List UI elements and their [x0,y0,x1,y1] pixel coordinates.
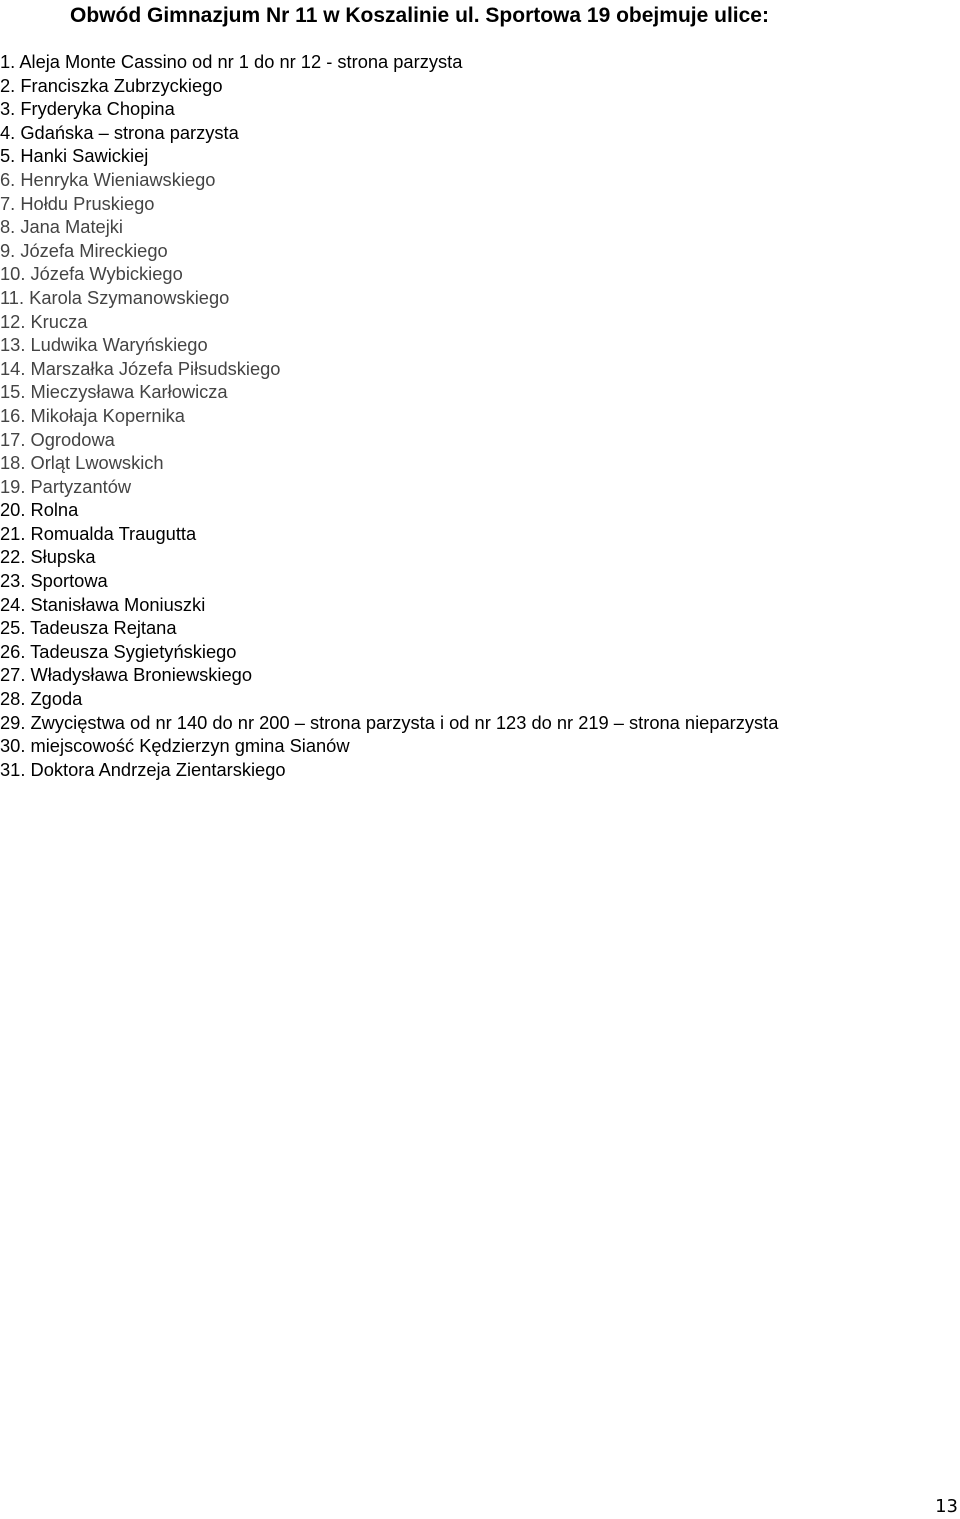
list-item: 22. Słupska [0,546,96,568]
list-item: 17. Ogrodowa [0,428,115,450]
list-item: 29. Zwycięstwa od nr 140 do nr 200 – strona parzysta i od nr 123 do nr 219 – strona nieparzysta [0,711,779,733]
list-item: 18. Orląt Lwowskich [0,452,164,474]
list-item: 1. Aleja Monte Cassino od nr 1 do nr 12 - strona parzysta [0,51,463,72]
list-item: 19. Partyzantów [0,475,132,497]
list-item: 30. miejscowość Kędzierzyn gmina Sianów [0,735,350,757]
list-item: 28. Zgoda [0,688,83,710]
list-item: 16. Mikołaja Kopernika [0,404,185,426]
list-item: 14. Marszałka Józefa Piłsudskiego [0,357,281,379]
list-item: 8. Jana Matejki [0,216,123,238]
list-item: 3. Fryderyka Chopina [0,98,175,120]
list-item: 6. Henryka Wieniawskiego [0,168,216,190]
list-item: 15. Mieczysława Karłowicza [0,381,228,403]
list-item: 4. Gdańska – strona parzysta [0,121,239,143]
list-item: 7. Hołdu Pruskiego [0,192,155,214]
list-item: 21. Romualda Traugutta [0,522,197,544]
list-item: 20. Rolna [0,499,79,521]
list-item: 31. Doktora Andrzeja Zientarskiego [0,758,286,780]
list-item: 27. Władysława Broniewskiego [0,664,252,686]
list-item: 5. Hanki Sawickiej [0,145,149,167]
list-item: 23. Sportowa [0,570,108,592]
list-item: 12. Krucza [0,310,88,332]
list-item: 26. Tadeusza Sygietyńskiego [0,640,237,662]
list-item: 25. Tadeusza Rejtana [0,617,177,639]
street-list [0,50,778,781]
document-title: Obwód Gimnazjum Nr 11 w Koszalinie ul. Sportowa 19 obejmuje ulice: [70,4,769,27]
list-item: 10. Józefa Wybickiego [0,263,183,285]
list-item: 13. Ludwika Waryńskiego [0,334,208,356]
list-item: 9. Józefa Mireckiego [0,239,168,261]
list-item: 11. Karola Szymanowskiego [0,286,230,308]
list-item: 24. Stanisława Moniuszki [0,593,206,615]
list-item: 2. Franciszka Zubrzyckiego [0,74,223,96]
page-number: 13 [935,1496,958,1517]
